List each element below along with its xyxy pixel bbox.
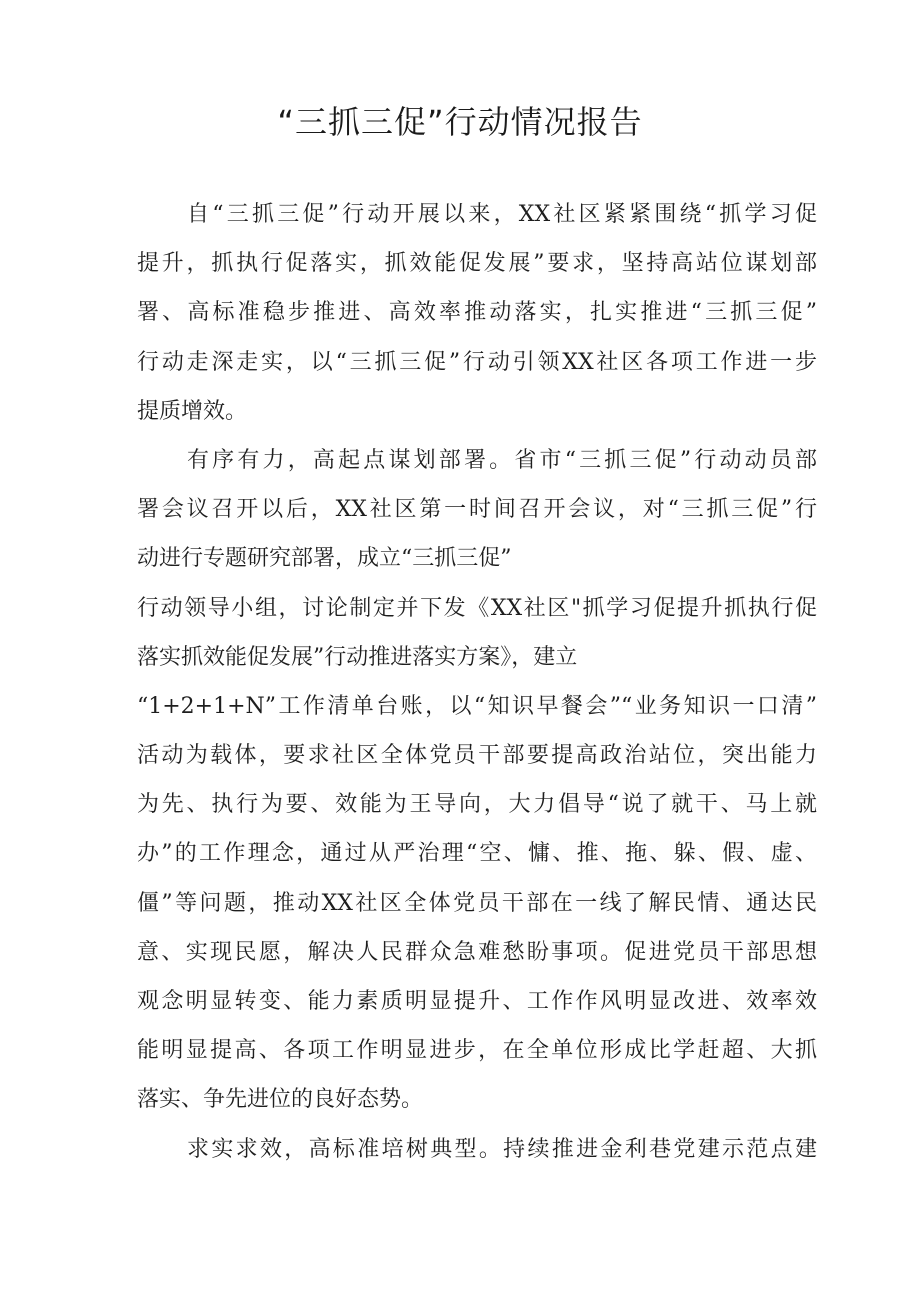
paragraph-line: 提升，抓执行促落实，抓效能促发展”要求，坚持高站位谋划部	[137, 251, 817, 277]
paragraph-line: 落实抓效能促发展”行动推进落实方案》，建立	[137, 644, 578, 670]
paragraph-line: 行动领导小组，讨论制定并下发《XX社区"抓学习促提升抓执行促	[137, 595, 817, 621]
paragraph-line: 落实、争先进位的良好态势。	[137, 1087, 424, 1113]
paragraph-line: 提质增效。	[137, 398, 248, 424]
paragraph-line: 自“三抓三促”行动开展以来，XX社区紧紧围绕“抓学习促	[187, 202, 817, 227]
paragraph-line: 僵”等问题，推动XX社区全体党员干部在一线了解民情、通达民	[137, 890, 817, 916]
document-body	[137, 190, 817, 1174]
paragraph-line: 办”的工作理念，通过从严治理“空、慵、推、拖、躲、假、虚、	[137, 841, 817, 867]
paragraph-line: 求实求效，高标准培树典型。持续推进金利巷党建示范点建	[187, 1136, 817, 1162]
paragraph-line: 为先、执行为要、效能为王导向，大力倡导“说了就干、马上就	[137, 792, 817, 818]
paragraph-line: 能明显提高、各项工作明显进步，在全单位形成比学赶超、大抓	[137, 1038, 817, 1064]
paragraph-line: 意、实现民愿，解决人民群众急难愁盼事项。促进党员干部思想	[137, 939, 817, 965]
paragraph-line: “1+2+1+N”工作清单台账，以“知识早餐会”“业务知识一口清”	[137, 693, 817, 719]
paragraph-line: 有序有力，高起点谋划部署。省市“三抓三促”行动动员部	[187, 447, 817, 473]
paragraph-line: 署会议召开以后，XX社区第一时间召开会议，对“三抓三促”行	[137, 497, 817, 523]
paragraph-line: 署、高标准稳步推进、高效率推动落实，扎实推进“三抓三促”	[137, 300, 817, 326]
paragraph-line: 观念明显转变、能力素质明显提升、工作作风明显改进、效率效	[137, 989, 817, 1014]
paragraph-line: 动进行专题研究部署，成立“三抓三促”	[137, 546, 512, 572]
paragraph-line: 行动走深走实，以“三抓三促”行动引领XX社区各项工作进一步	[137, 349, 817, 375]
page-title: “三抓三促”行动情况报告	[277, 103, 643, 141]
paragraph-line: 活动为载体，要求社区全体党员干部要提高政治站位，突出能力	[137, 743, 817, 769]
